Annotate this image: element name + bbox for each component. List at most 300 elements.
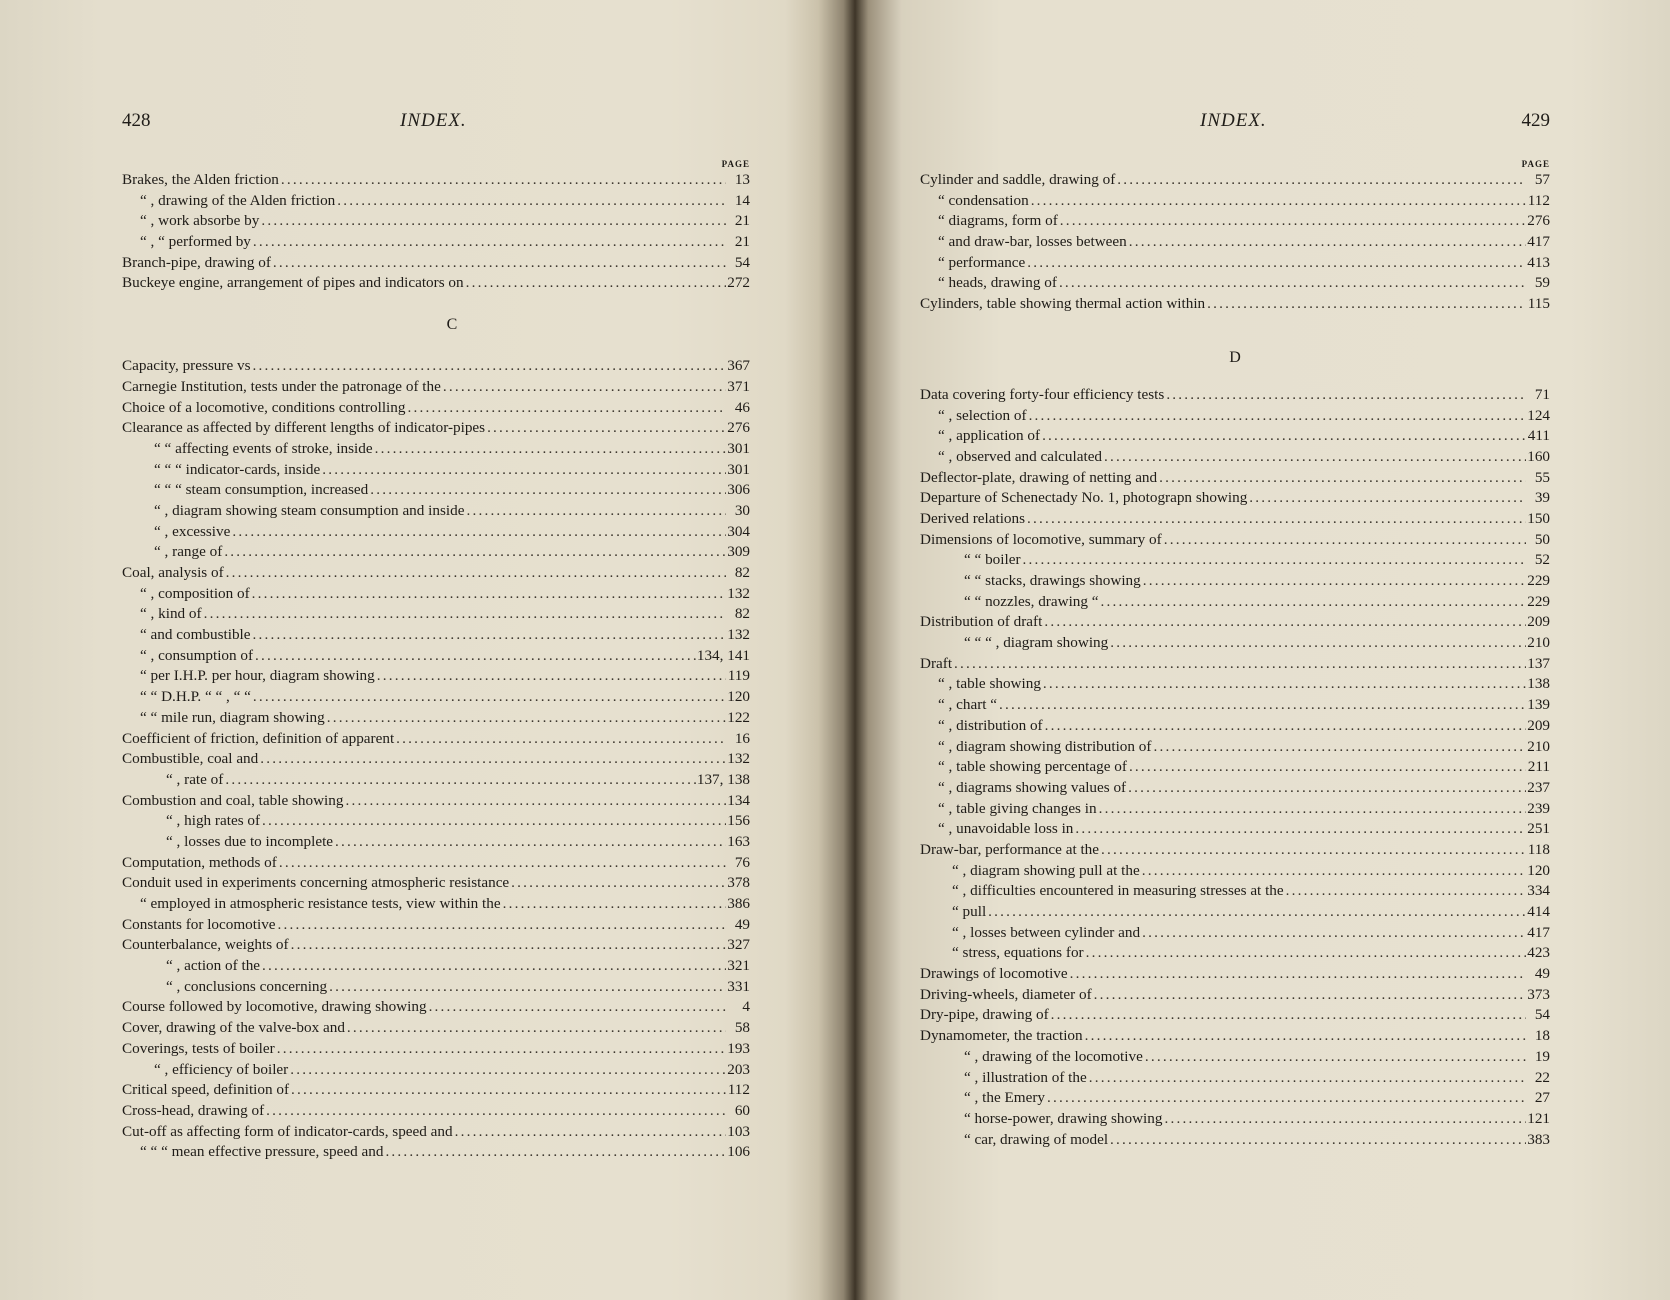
entry-text: Carnegie Institution, tests under the patronage of the	[122, 377, 441, 395]
index-entry	[122, 522, 750, 543]
index-entry	[920, 881, 1550, 902]
entry-text: “ , drawing of the locomotive	[964, 1047, 1143, 1065]
page-column-label: PAGE	[1521, 159, 1550, 169]
entry-page-number: 46	[734, 398, 750, 416]
entry-page-number: 112	[727, 1081, 750, 1099]
entry-text: “ horse-power, drawing showing	[964, 1109, 1163, 1127]
index-entry	[920, 1130, 1550, 1151]
entry-page-number: 139	[1527, 696, 1550, 714]
dot-leader	[1043, 716, 1526, 737]
entry-text: “ “ stacks, drawings showing	[964, 572, 1141, 589]
dot-leader	[1143, 1047, 1526, 1068]
entry-text: “ “ “ , diagram showing	[964, 634, 1109, 652]
entry-page-number: 22	[1534, 1068, 1550, 1086]
dot-leader	[253, 646, 697, 667]
entry-text: “ , application of	[938, 427, 1041, 445]
entry-page-number: 160	[1527, 447, 1550, 465]
index-entry	[122, 480, 750, 501]
index-entry	[920, 1109, 1550, 1130]
index-entry	[122, 460, 750, 481]
entry-page-number: 237	[1527, 778, 1550, 796]
dot-leader	[289, 935, 726, 956]
entry-page-number: 132	[727, 750, 750, 768]
entry-page-number: 334	[1527, 882, 1550, 900]
index-entry	[122, 1060, 750, 1081]
entry-page-number: 150	[1527, 509, 1550, 527]
dot-leader	[260, 956, 726, 977]
entry-text: “ employed in atmospheric resistance tests, view within the	[140, 895, 501, 912]
entry-page-number: 13	[734, 171, 750, 188]
entry-text: “ , table showing percentage of	[938, 758, 1127, 776]
dot-leader	[1049, 1005, 1526, 1026]
index-entry	[920, 612, 1550, 633]
index-entry	[122, 439, 750, 460]
entry-page-number: 55	[1534, 468, 1550, 486]
entry-text: Cylinder and saddle, drawing of	[920, 171, 1116, 188]
entry-text: “ pull	[952, 903, 987, 920]
entry-page-number: 229	[1527, 592, 1550, 610]
index-entry	[920, 385, 1550, 406]
index-entry	[122, 191, 750, 212]
dot-leader	[279, 170, 726, 191]
entry-page-number: 193	[727, 1039, 750, 1057]
entry-page-number: 411	[1527, 427, 1550, 445]
entry-text: Conduit used in experiments concerning atmospheric resistance	[122, 874, 510, 892]
index-entry	[920, 1047, 1550, 1068]
entry-page-number: 16	[734, 729, 750, 747]
entry-page-number: 306	[727, 481, 750, 499]
entry-text: “ , diagram showing pull at the	[952, 861, 1140, 879]
dot-leader	[230, 522, 726, 543]
index-entry	[122, 170, 750, 191]
entry-page-number: 414	[1527, 903, 1550, 920]
index-entry	[920, 232, 1550, 253]
dot-leader	[1164, 385, 1526, 406]
index-entry	[122, 356, 750, 377]
index-entry	[920, 211, 1550, 232]
entry-page-number: 209	[1527, 716, 1550, 734]
dot-leader	[264, 1101, 726, 1122]
entry-page-number: 386	[727, 895, 750, 912]
entry-page-number: 112	[1527, 191, 1550, 209]
index-entry	[122, 1018, 750, 1039]
dot-leader	[260, 811, 726, 832]
entry-text: “ stress, equations for	[952, 944, 1084, 962]
entry-page-number: 115	[1527, 295, 1550, 313]
index-entry	[920, 1068, 1550, 1089]
index-entry	[122, 832, 750, 853]
index-column	[920, 158, 1550, 1150]
dot-leader	[373, 439, 726, 460]
entry-text: “ , chart “	[938, 696, 998, 714]
entry-page-number: 276	[727, 419, 750, 437]
entry-page-number: 118	[1527, 840, 1550, 858]
index-entry	[920, 1005, 1550, 1026]
index-entry	[122, 997, 750, 1018]
dot-leader	[288, 1060, 726, 1081]
index-entry	[122, 232, 750, 253]
index-entry	[920, 757, 1550, 778]
entry-text: Counterbalance, weights of	[122, 936, 289, 954]
index-entry	[122, 729, 750, 750]
entry-text: Buckeye engine, arrangement of pipes and indicators on	[122, 274, 464, 292]
entry-page-number: 134	[727, 791, 750, 809]
page-number: 429	[1521, 110, 1550, 131]
dot-leader	[441, 377, 726, 398]
entry-page-number: 58	[734, 1019, 750, 1037]
entry-text: Coal, analysis of	[122, 564, 224, 581]
entry-page-number: 120	[727, 688, 750, 706]
index-entry	[122, 811, 750, 832]
entry-text: “ “ boiler	[964, 551, 1021, 569]
dot-leader	[327, 977, 726, 998]
index-entry	[920, 985, 1550, 1006]
index-entry	[122, 687, 750, 708]
dot-leader	[1083, 1026, 1526, 1047]
running-head-title: INDEX.	[400, 110, 467, 131]
entry-text: Combustion and coal, table showing	[122, 791, 344, 809]
entry-text: Distribution of draft	[920, 613, 1043, 631]
index-entry	[122, 770, 750, 791]
entry-page-number: 71	[1534, 385, 1550, 403]
dot-leader	[259, 211, 726, 232]
entry-text: “ , diagram showing steam consumption and inside	[154, 501, 465, 519]
entry-text: “ “ mile run, diagram showing	[140, 708, 325, 726]
dot-leader	[251, 687, 726, 708]
index-entry	[122, 873, 750, 894]
index-entry	[920, 447, 1550, 468]
entry-text: “ , diagrams showing values of	[938, 778, 1127, 796]
dot-leader	[277, 853, 726, 874]
dot-leader	[509, 873, 726, 894]
index-entry	[920, 799, 1550, 820]
entry-page-number: 327	[727, 936, 750, 954]
index-entry	[122, 915, 750, 936]
dot-leader	[1021, 550, 1526, 571]
entry-text: “ and draw-bar, losses between	[938, 233, 1127, 251]
right-page	[850, 0, 1670, 1300]
dot-leader	[345, 1018, 726, 1039]
entry-text: “ , range of	[154, 543, 223, 561]
left-page	[0, 0, 820, 1300]
dot-leader	[1140, 923, 1526, 944]
entry-page-number: 18	[1534, 1027, 1550, 1045]
dot-leader	[1041, 674, 1526, 695]
dot-leader	[1025, 509, 1526, 530]
entry-page-number: 54	[1534, 1006, 1550, 1024]
dot-leader	[485, 418, 726, 439]
index-entry	[122, 666, 750, 687]
index-entry	[920, 273, 1550, 294]
dot-leader	[224, 563, 726, 584]
entry-text: “ , losses due to incomplete	[166, 832, 334, 850]
entry-text: Constants for locomotive	[122, 915, 276, 933]
entry-text: Critical speed, definition of	[122, 1081, 290, 1099]
entry-page-number: 276	[1527, 212, 1550, 230]
index-entry	[920, 654, 1550, 675]
index-entry	[122, 708, 750, 729]
entry-text: “ , diagram showing distribution of	[938, 737, 1152, 755]
entry-text: “ “ “ mean effective pressure, speed and	[140, 1143, 384, 1161]
dot-leader	[1025, 253, 1526, 274]
entry-text: Departure of Schenectady No. 1, photograpn showing	[920, 489, 1248, 507]
index-entry	[920, 426, 1550, 447]
index-entry	[122, 646, 750, 667]
dot-leader	[251, 356, 727, 377]
entry-page-number: 331	[727, 977, 750, 995]
dot-leader	[1140, 861, 1526, 882]
entry-text: Cut-off as affecting form of indicator-cards, speed and	[122, 1122, 453, 1140]
dot-leader	[1141, 571, 1526, 592]
entry-page-number: 251	[1527, 820, 1550, 838]
entry-page-number: 27	[1534, 1089, 1550, 1107]
entry-page-number: 378	[727, 874, 750, 892]
index-entry	[122, 749, 750, 770]
dot-leader	[1027, 406, 1526, 427]
entry-text: “ heads, drawing of	[938, 274, 1057, 292]
dot-leader	[1247, 488, 1526, 509]
entry-page-number: 21	[734, 212, 750, 230]
dot-leader	[1087, 1068, 1526, 1089]
index-entry	[122, 501, 750, 522]
entry-page-number: 367	[727, 357, 750, 375]
dot-leader	[427, 997, 726, 1018]
index-entry	[920, 170, 1550, 191]
entry-page-number: 4	[742, 998, 750, 1016]
dot-leader	[343, 791, 726, 812]
entry-text: “ , efficiency of boiler	[154, 1060, 289, 1078]
entry-text: Clearance as affected by different lengths of indicator-pipes	[122, 419, 486, 437]
entry-page-number: 21	[734, 233, 750, 251]
entry-text: Combustible, coal and	[122, 750, 259, 768]
entry-text: “ condensation	[938, 191, 1029, 209]
dot-leader	[1115, 170, 1526, 191]
entry-text: “ , difficulties encountered in measuring stresses at the	[952, 882, 1284, 900]
index-entry	[122, 563, 750, 584]
entry-text: “ per I.H.P. per hour, diagram showing	[140, 667, 375, 685]
index-entry	[920, 1088, 1550, 1109]
index-entry	[920, 633, 1550, 654]
index-entry	[920, 778, 1550, 799]
dot-leader	[1058, 211, 1526, 232]
dot-leader	[1045, 1088, 1526, 1109]
entry-page-number: 210	[1527, 634, 1550, 652]
entry-page-number: 321	[727, 957, 750, 975]
index-entry	[920, 488, 1550, 509]
index-entry	[920, 674, 1550, 695]
entry-text: “ , table giving changes in	[938, 799, 1097, 817]
entry-page-number: 134, 141	[696, 646, 750, 664]
index-entry	[122, 253, 750, 274]
index-entry	[920, 840, 1550, 861]
index-entry	[920, 902, 1550, 923]
index-entry	[122, 377, 750, 398]
entry-text: Dynamometer, the traction	[920, 1027, 1083, 1045]
index-entry	[920, 737, 1550, 758]
entry-page-number: 209	[1527, 613, 1550, 631]
entry-text: Choice of a locomotive, conditions controlling	[122, 398, 406, 416]
entry-page-number: 106	[727, 1143, 750, 1161]
dot-leader	[251, 232, 726, 253]
entry-text: Dimensions of locomotive, summary of	[920, 530, 1162, 548]
entry-page-number: 59	[1534, 274, 1550, 292]
dot-leader	[1108, 1130, 1526, 1151]
index-entry	[920, 861, 1550, 882]
entry-text: Derived relations	[920, 509, 1026, 527]
dot-leader	[275, 1039, 726, 1060]
dot-leader	[1127, 232, 1526, 253]
dot-leader	[1151, 737, 1526, 758]
entry-text: “ , rate of	[166, 770, 224, 788]
index-entry	[122, 273, 750, 294]
index-entry	[920, 253, 1550, 274]
entry-text: Dry-pipe, drawing of	[920, 1006, 1049, 1024]
dot-leader	[1099, 592, 1526, 613]
entry-text: Draw-bar, performance at the	[920, 840, 1100, 858]
index-entry	[122, 1080, 750, 1101]
index-entry	[920, 943, 1550, 964]
page-number: 428	[122, 110, 151, 131]
index-entry	[920, 592, 1550, 613]
index-entry	[920, 509, 1550, 530]
entry-text: “ , table showing	[938, 675, 1041, 693]
entry-page-number: 138	[1527, 675, 1550, 693]
entry-text: Data covering forty-four efficiency tests	[920, 385, 1165, 403]
entry-text: “ , composition of	[140, 584, 250, 602]
dot-leader	[997, 695, 1526, 716]
index-entry	[920, 571, 1550, 592]
section-letter: C	[446, 316, 458, 334]
index-entry	[122, 542, 750, 563]
entry-page-number: 124	[1527, 406, 1550, 424]
dot-leader	[1205, 294, 1526, 315]
dot-leader	[394, 729, 726, 750]
dot-leader	[202, 604, 726, 625]
dot-leader	[1102, 447, 1526, 468]
entry-text: “ , “ performed by	[140, 233, 251, 251]
entry-page-number: 14	[734, 191, 750, 209]
entry-page-number: 54	[734, 253, 750, 271]
index-entry	[122, 1122, 750, 1143]
dot-leader	[276, 915, 726, 936]
entry-page-number: 120	[1527, 861, 1550, 879]
entry-page-number: 122	[727, 708, 750, 726]
dot-leader	[952, 654, 1526, 675]
index-entry	[920, 406, 1550, 427]
entry-text: “ “ affecting events of stroke, inside	[154, 439, 373, 457]
dot-leader	[223, 770, 697, 791]
dot-leader	[258, 749, 726, 770]
dot-leader	[1099, 840, 1526, 861]
dot-leader	[335, 191, 726, 212]
entry-page-number: 132	[727, 626, 750, 644]
dot-leader	[333, 832, 726, 853]
entry-text: “ “ “ steam consumption, increased	[154, 481, 369, 499]
entry-page-number: 60	[734, 1101, 750, 1119]
index-entry	[920, 923, 1550, 944]
index-column	[122, 158, 750, 1163]
index-entry	[920, 1026, 1550, 1047]
dot-leader	[1040, 426, 1526, 447]
entry-page-number: 413	[1527, 253, 1550, 271]
entry-text: “ diagrams, form of	[938, 212, 1058, 230]
entry-page-number: 76	[734, 853, 750, 871]
dot-leader	[1108, 633, 1526, 654]
index-entry	[920, 695, 1550, 716]
entry-page-number: 119	[727, 667, 750, 685]
index-entry	[920, 191, 1550, 212]
entry-text: “ car, drawing of model	[964, 1130, 1109, 1148]
entry-text: “ , action of the	[166, 957, 261, 975]
index-entry	[920, 468, 1550, 489]
entry-text: Branch-pipe, drawing of	[122, 253, 271, 271]
dot-leader	[1157, 468, 1526, 489]
entry-page-number: 19	[1534, 1047, 1550, 1065]
dot-leader	[375, 666, 726, 687]
entry-text: “ , the Emery	[964, 1089, 1045, 1107]
dot-leader	[1162, 1109, 1526, 1130]
entry-page-number: 383	[1527, 1130, 1550, 1148]
dot-leader	[1057, 273, 1526, 294]
dot-leader	[986, 902, 1526, 923]
entry-text: Cylinders, table showing thermal action within	[920, 295, 1206, 313]
index-entry	[920, 550, 1550, 571]
dot-leader	[1068, 964, 1526, 985]
index-entry	[122, 935, 750, 956]
entry-page-number: 121	[1527, 1109, 1550, 1127]
entry-text: Draft	[920, 654, 953, 672]
entry-text: “ “ nozzles, drawing “	[964, 592, 1099, 610]
index-entry	[122, 1039, 750, 1060]
index-entry	[122, 1142, 750, 1163]
entry-page-number: 57	[1534, 171, 1550, 188]
dot-leader	[405, 398, 726, 419]
entry-page-number: 30	[734, 501, 750, 519]
entry-page-number: 52	[1534, 551, 1550, 569]
index-entry	[920, 716, 1550, 737]
dot-leader	[271, 253, 726, 274]
entry-page-number: 203	[727, 1060, 750, 1078]
entry-page-number: 229	[1527, 572, 1550, 589]
dot-leader	[1126, 778, 1526, 799]
entry-text: Course followed by locomotive, drawing showing	[122, 998, 427, 1016]
index-entry	[122, 853, 750, 874]
index-entry	[920, 964, 1550, 985]
entry-page-number: 211	[1527, 758, 1550, 776]
index-entry	[122, 604, 750, 625]
index-entry	[122, 791, 750, 812]
entry-page-number: 103	[727, 1122, 750, 1140]
entry-text: “ , kind of	[140, 605, 202, 623]
dot-leader	[1029, 191, 1526, 212]
entry-text: “ , work absorbe by	[140, 212, 260, 230]
entry-page-number: 417	[1527, 233, 1550, 251]
entry-text: Cross-head, drawing of	[122, 1101, 265, 1119]
entry-page-number: 373	[1527, 985, 1550, 1003]
dot-leader	[464, 273, 726, 294]
dot-leader	[1092, 985, 1526, 1006]
entry-text: “ performance	[938, 253, 1026, 271]
entry-text: “ , excessive	[154, 522, 231, 540]
entry-text: “ , conclusions concerning	[166, 977, 328, 995]
index-entry	[122, 625, 750, 646]
entry-text: “ , high rates of	[166, 812, 261, 830]
dot-leader	[368, 480, 726, 501]
index-entry	[122, 1101, 750, 1122]
entry-page-number: 50	[1534, 530, 1550, 548]
entry-page-number: 304	[727, 522, 750, 540]
entry-text: “ , distribution of	[938, 716, 1043, 734]
